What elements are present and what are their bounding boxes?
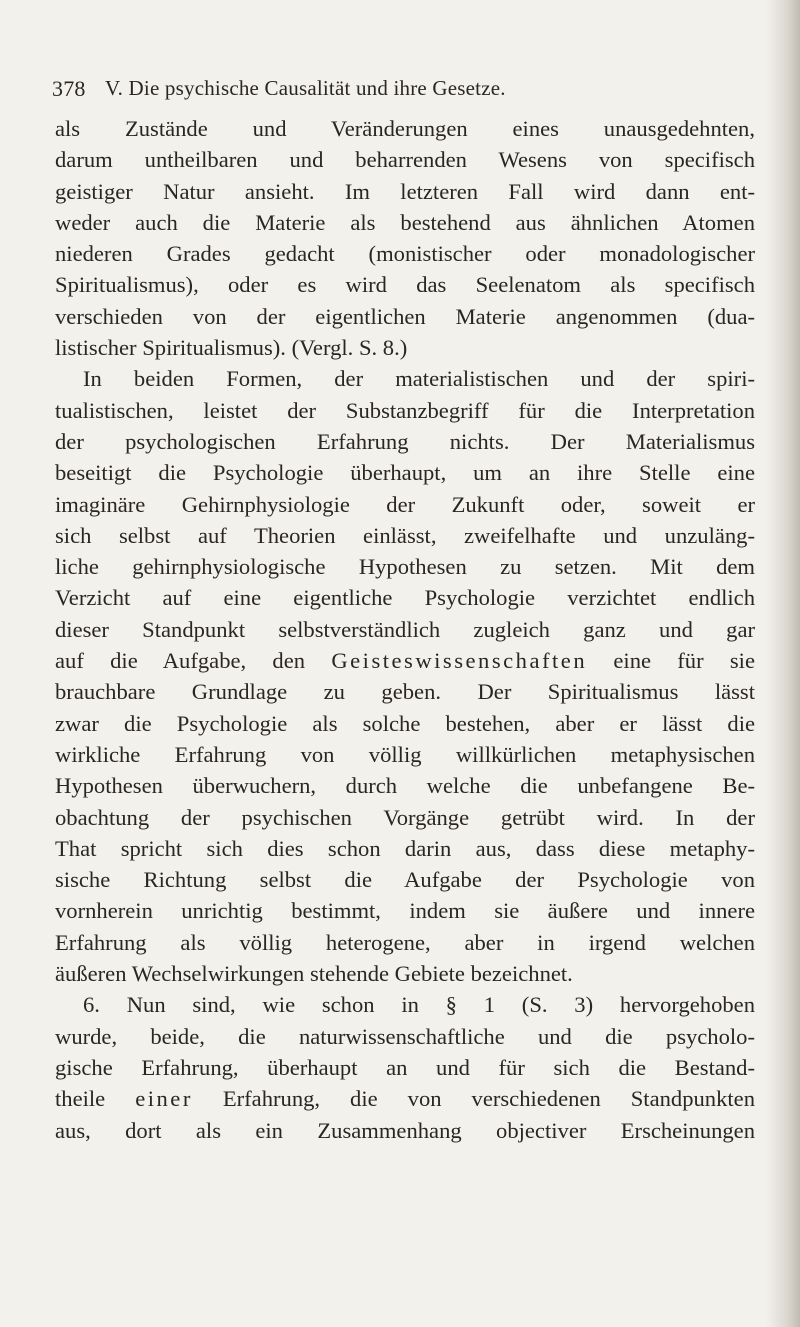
text-segment: auf die Aufgabe, den xyxy=(55,648,332,674)
text-line: geistiger Natur ansieht. Im letzteren Fall wird dann ent- xyxy=(55,178,755,204)
text-line: 6. Nun sind, wie schon in § 1 (S. 3) hervorgehoben xyxy=(83,992,755,1018)
text-line: sich selbst auf Theorien einlässt, zweifelhafte und unzuläng- xyxy=(55,522,755,548)
text-line: Verzicht auf eine eigentliche Psychologie verzichtet endlich xyxy=(55,585,755,611)
text-line: vornherein unrichtig bestimmt, indem sie äußere und innere xyxy=(55,898,755,924)
text-segment: theile xyxy=(55,1086,136,1112)
text-line: obachtung der psychischen Vorgänge getrübt wird. In der xyxy=(55,804,755,830)
text-segment: eine für sie xyxy=(587,648,755,674)
text-line: tualistischen, leistet der Substanzbegriff für die Interpretation xyxy=(55,397,755,423)
emphasized-term: einer xyxy=(135,1086,193,1112)
emphasized-term: Geisteswissenschaften xyxy=(331,648,588,674)
text-line: liche gehirnphysiologische Hypothesen zu setzen. Mit dem xyxy=(55,554,755,580)
text-line: That spricht sich dies schon darin aus, dass diese metaphy- xyxy=(55,835,755,861)
text-line: Hypothesen überwuchern, durch welche die unbefangene Be- xyxy=(55,773,755,799)
text-line: listischer Spiritualismus). (Vergl. S. 8.) xyxy=(55,335,408,361)
text-line: beseitigt die Psychologie überhaupt, um an ihre Stelle eine xyxy=(55,460,755,486)
text-line: brauchbare Grundlage zu geben. Der Spiritualismus lässt xyxy=(55,679,755,705)
text-line: verschieden von der eigentlichen Materie angenommen (dua- xyxy=(55,303,755,329)
text-line: imaginäre Gehirnphysiologie der Zukunft oder, soweit er xyxy=(55,491,755,517)
page-number: 378 xyxy=(52,76,86,101)
text-line: dieser Standpunkt selbstverständlich zugleich ganz und gar xyxy=(55,616,755,642)
text-line: sische Richtung selbst die Aufgabe der Psychologie von xyxy=(55,867,755,893)
running-title: V. Die psychische Causalität und ihre Gesetze. xyxy=(105,76,506,100)
text-line: darum untheilbaren und beharrenden Wesens von specifisch xyxy=(55,147,755,173)
text-segment: Erfahrung, die von verschiedenen Standpunkten xyxy=(192,1086,755,1112)
text-line: aus, dort als ein Zusammenhang objectiver Erscheinungen xyxy=(55,1117,755,1143)
text-line: zwar die Psychologie als solche bestehen, aber er lässt die xyxy=(55,710,755,736)
page-edge-shadow xyxy=(766,0,800,1327)
text-line: In beiden Formen, der materialistischen und der spiri- xyxy=(83,366,755,392)
text-line: wurde, beide, die naturwissenschaftliche und die psycholo- xyxy=(55,1023,755,1049)
text-line: wirkliche Erfahrung von völlig willkürlichen metaphysischen xyxy=(55,741,755,767)
text-line: weder auch die Materie als bestehend aus ähnlichen Atomen xyxy=(55,209,755,235)
text-line: äußeren Wechselwirkungen stehende Gebiete bezeichnet. xyxy=(55,961,573,987)
running-header xyxy=(52,76,752,106)
body-text xyxy=(55,113,755,1146)
text-line: Erfahrung als völlig heterogene, aber in irgend welchen xyxy=(55,929,755,955)
text-line xyxy=(55,645,755,676)
text-line: als Zustände und Veränderungen eines unausgedehnten, xyxy=(55,116,755,141)
text-line xyxy=(55,1083,755,1114)
text-line: der psychologischen Erfahrung nichts. Der Materialismus xyxy=(55,428,755,454)
text-line: niederen Grades gedacht (monistischer oder monadologischer xyxy=(55,241,755,267)
text-line: Spiritualismus), oder es wird das Seelenatom als specifisch xyxy=(55,272,755,298)
text-line: gische Erfahrung, überhaupt an und für sich die Bestand- xyxy=(55,1054,755,1080)
